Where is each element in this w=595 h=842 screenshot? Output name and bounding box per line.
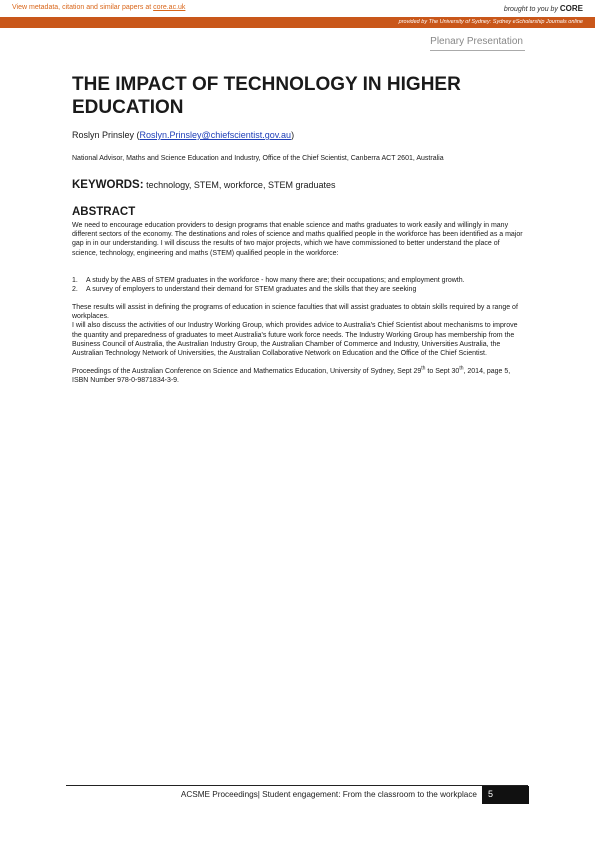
abstract-heading: ABSTRACT — [72, 206, 136, 218]
section-label: Plenary Presentation — [430, 36, 523, 47]
abstract-paragraph-2b: I will also discuss the activities of our Industry Working Group, which provides advice to Australia's Chief Scientist about mechanisms to improve the quantity and preparedness of graduates to meet Australia's future work force needs. The Industry Working Group has membership from the Business Council of Australia, the Australian Industry Group, the Australian Chamber of Commerce and Industry, Universities Australia, the Australian Technology Network of Universities, the Australian Collaborative Network on Education and the Office of the Chief Scientist. — [72, 322, 518, 358]
keywords-list: technology, STEM, workforce, STEM graduates — [143, 180, 336, 190]
keywords-line — [72, 179, 524, 191]
author-line — [72, 130, 524, 140]
page-number-box — [482, 786, 529, 804]
list-number: 2. — [72, 286, 78, 294]
proceedings-part-b: to Sept 30 — [425, 368, 460, 376]
abstract-paragraph-2a: These results will assist in defining the programs of education in science faculties that will assist graduates to obtain skills required by a range of workplaces. — [72, 304, 518, 321]
provider-text[interactable]: provided by The University of Sydney: Sydney eScholarship Journals online — [398, 19, 583, 25]
core-top-banner — [0, 0, 595, 17]
header-rule — [430, 50, 525, 51]
list-item — [72, 285, 524, 294]
core-brand — [504, 4, 583, 13]
core-logo[interactable]: CORE — [559, 4, 583, 13]
list-text: A survey of employers to understand their demand for STEM graduates and the skills that they are seeking — [86, 286, 417, 294]
proceedings-citation — [72, 367, 524, 385]
affiliation: National Advisor, Maths and Science Education and Industry, Office of the Chief Scientist, Canberra ACT 2601, Australia — [72, 155, 444, 162]
core-provider-bar — [0, 17, 595, 28]
author-email-link[interactable]: Roslyn.Prinsley@chiefscientist.gov.au — [139, 130, 292, 140]
footer-rule — [66, 785, 528, 786]
abstract-paragraph-2 — [72, 303, 524, 386]
proceedings-part-c: , 2014, page 5, ISBN Number 978-0-9871834-3-9. — [72, 368, 511, 385]
abstract-paragraph-1: We need to encourage education providers to design programs that enable science and maths graduates to work easily and willingly in many different sectors of the economy. The destinations and roles of science and maths qualified people in the workforce has been identified as a major gap in in our understanding. I will discuss the results of two major projects, which we have commissioned to better understand the place of science, technology, engineering and maths (STEM) qualified people in the workforce: — [72, 222, 523, 257]
author-close: ) — [291, 130, 295, 140]
proceedings-sup-1: th — [421, 365, 426, 372]
core-metadata-notice — [12, 4, 185, 11]
brought-by-text: brought to you by — [503, 6, 558, 13]
proceedings-part-a: Proceedings of the Australian Conference on Science and Mathematics Education, University of Sydney, Sept 29 — [72, 368, 422, 376]
core-link[interactable]: core.ac.uk — [153, 4, 186, 11]
project-list — [72, 276, 524, 294]
page-number: 5 — [488, 789, 494, 799]
footer-text: ACSME Proceedings| Student engagement: From the classroom to the workplace — [180, 790, 477, 799]
proceedings-sup-2: th — [459, 365, 464, 372]
list-text: A study by the ABS of STEM graduates in the workforce - how many there are; their occupations; and employment growth. — [86, 277, 465, 284]
core-metadata-text: View metadata, citation and similar papers at — [12, 4, 154, 11]
paper-title: THE IMPACT OF TECHNOLOGY IN HIGHER EDUCATION — [72, 74, 461, 118]
keywords-label: KEYWORDS: — [72, 179, 144, 191]
list-item — [72, 276, 524, 285]
author-name: Roslyn Prinsley ( — [72, 130, 140, 140]
list-number: 1. — [72, 277, 78, 284]
